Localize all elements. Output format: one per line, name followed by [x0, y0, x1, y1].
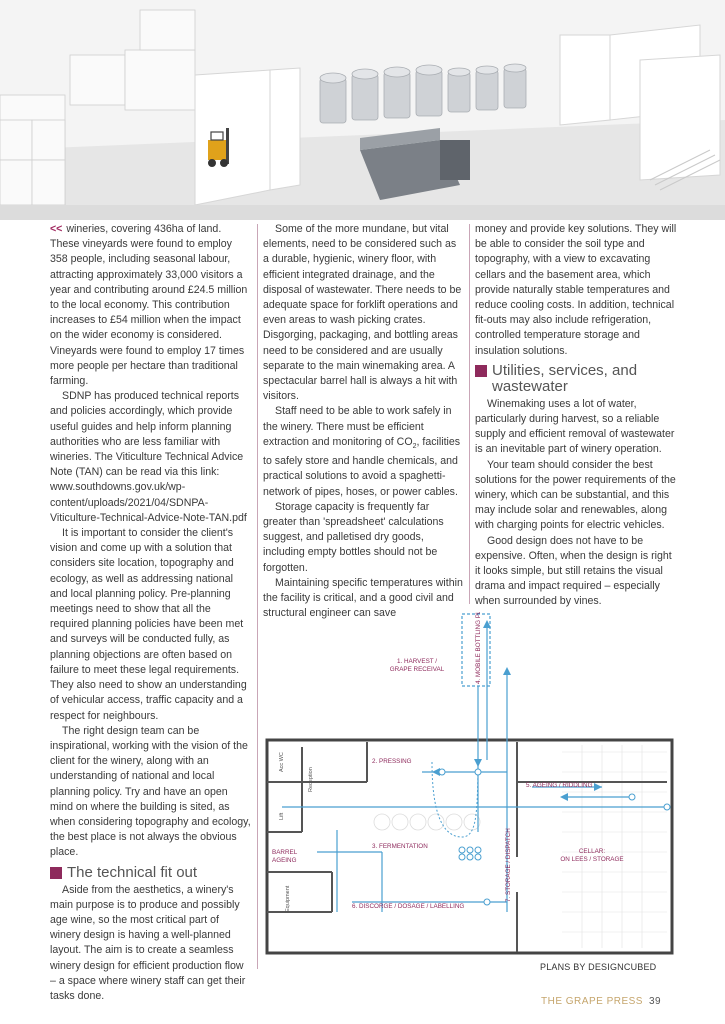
page-number: 39 [648, 996, 662, 1007]
label-lift: Lift [279, 812, 285, 820]
heading-square-icon [50, 867, 62, 879]
paragraph: Your team should consider the best solutions for the power requirements of the winery, which can be substantial, and this may include solar and renewables, along with charging points for electric vehicles. [475, 458, 676, 532]
label-equipment: Equipment [285, 885, 291, 912]
label-cellar: CELLAR: [578, 848, 606, 855]
column-separator [469, 224, 470, 604]
paragraph: money and provide key solutions. They will be able to consider the soil type and topography, with a view to excavating cellars and the basement area, which provide naturally stable temperatures and reduce cooling costs. In addition, technical fit-outs may also include refrigeration, controlled temperature storage and insulation solutions. [475, 223, 677, 357]
paragraph: Winemaking uses a lot of water, particularly during harvest, so a reliable supply and efficient removal of wastewater is an inevitable part of winery operation. [475, 397, 675, 456]
label-storage-dispatch: 7. STORAGE / DISPATCH [505, 828, 512, 902]
column-2 [263, 222, 464, 621]
paragraph: Storage capacity is frequently far greater than 'spreadsheet' calculations suggest, and palletised dry goods, including empty bottles should not be forgotten. [263, 500, 444, 574]
label-grape-receival: GRAPE RECEIVAL [389, 666, 445, 673]
label-mobile-bottling: 4. MOBILE BOTTLING PLANT [475, 612, 482, 684]
paragraph: << wineries, covering 436ha of land. These vineyards were found to employ 358 people, including seasonal labour, attracting approximately 33,000 visitors a year and contributing around £24.5 million to the local economy. This contribution increases to £54 million when the impact on the wider economy is considered. Vineyards were found to employ 17 times more people per hectare than traditional farming. [50, 223, 248, 388]
paragraph: SDNP has produced technical reports and policies accordingly, which provide useful guides and help inform planning authorities who are less familiar with wineries. The Viticulture Technical Advice Note (TAN) can be read via this link: www.southdowns.gov.uk/wp-content/uploads/2021/04/SDNPA-Viticulture-Technical-Advice-Note-TAN.pdf [50, 390, 247, 524]
paragraph: Maintaining specific temperatures within the facility is critical, and a good civil and structural engineer can save [263, 576, 463, 620]
column-3 [475, 222, 677, 610]
publication-title: THE GRAPE PRESS [541, 996, 643, 1007]
label-fermentation: 3. FERMENTATION [372, 843, 428, 850]
label-ageing: AGEING [272, 857, 297, 864]
label-disgorge: 6. DISCORGE / DOSAGE / LABELLING [352, 903, 465, 910]
winery-floor-plan [262, 612, 682, 964]
label-pressing: 2. PRESSING [372, 758, 412, 765]
paragraph: Good design does not have to be expensive. Often, when the design is right it looks simple, but still retains the visual drama and impact required – especially when surrounded by vines. [475, 534, 672, 608]
section-heading: Utilities, services, and wastewater [475, 363, 677, 395]
label-ageing-riddling: 5. AGEING / RIDDLING [526, 782, 593, 789]
paragraph: The right design team can be inspirational, working with the vision of the client for the winery, along with an understanding of national and local planning policy. Try and have an open mind on where the building is sited, as when considering topography and ecology, the best place is not always the obvious place. [50, 724, 251, 859]
hero-winery-render [0, 0, 725, 220]
heading-square-icon [475, 365, 487, 377]
label-on-lees-storage: ON LEES / STORAGE [560, 856, 624, 863]
label-reception: Reception [308, 767, 314, 792]
label-acc-wc: Acc WC [279, 752, 285, 772]
paragraph: It is important to consider the client's vision and come up with a solution that considers site location, topography and ecology, as well as addressing national and local planning policy. Pre-planning meetings need to show that all the required planning policies have been met and surveys will be conducted fully, as planning objections are often based on failure to meet these legal requirements. They also need to show an understanding of vehicular access, traffic capacity and a respect for neighbours. [50, 527, 247, 722]
section-heading: The technical fit out [50, 865, 251, 881]
paragraph: Aside from the aesthetics, a winery's main purpose is to produce and possibly age wine, so the most critical part of winery design is having a well-planned layout. The aim is to create a seamless winery design for efficient production flow – a space where winery staff can get their tasks done. [50, 883, 246, 1002]
column-1 [50, 222, 251, 1004]
column-separator [257, 224, 258, 969]
label-harvest: 1. HARVEST / [396, 658, 438, 665]
paragraph: Staff need to be able to work safely in the winery. There must be efficient extraction and monitoring of $CO_2$, facilities to safely store and handle chemicals, and practical solutions to avoid a spaghetti-network of pipes, hoses, or power cables. [263, 405, 461, 498]
page-footer [541, 996, 661, 1007]
plan-credit: PLANS BY DESIGNCUBED [540, 962, 657, 972]
winery-render-illustration [0, 0, 725, 220]
paragraph: Some of the more mundane, but vital elements, need to be considered such as a durable, hygienic, winery floor, with efficient integrated drainage, and the disposal of wastewater. There needs to be adequate space for forklift operations and even areas to wash picking crates. Disgorging, packaging, and bottling areas need to be considered and are usually separate to the main winemaking area. A spectacular barrel hall is always a hit with visitors. [263, 223, 462, 403]
continued-marker: << [50, 223, 63, 235]
label-barrel: BARREL [272, 849, 298, 856]
